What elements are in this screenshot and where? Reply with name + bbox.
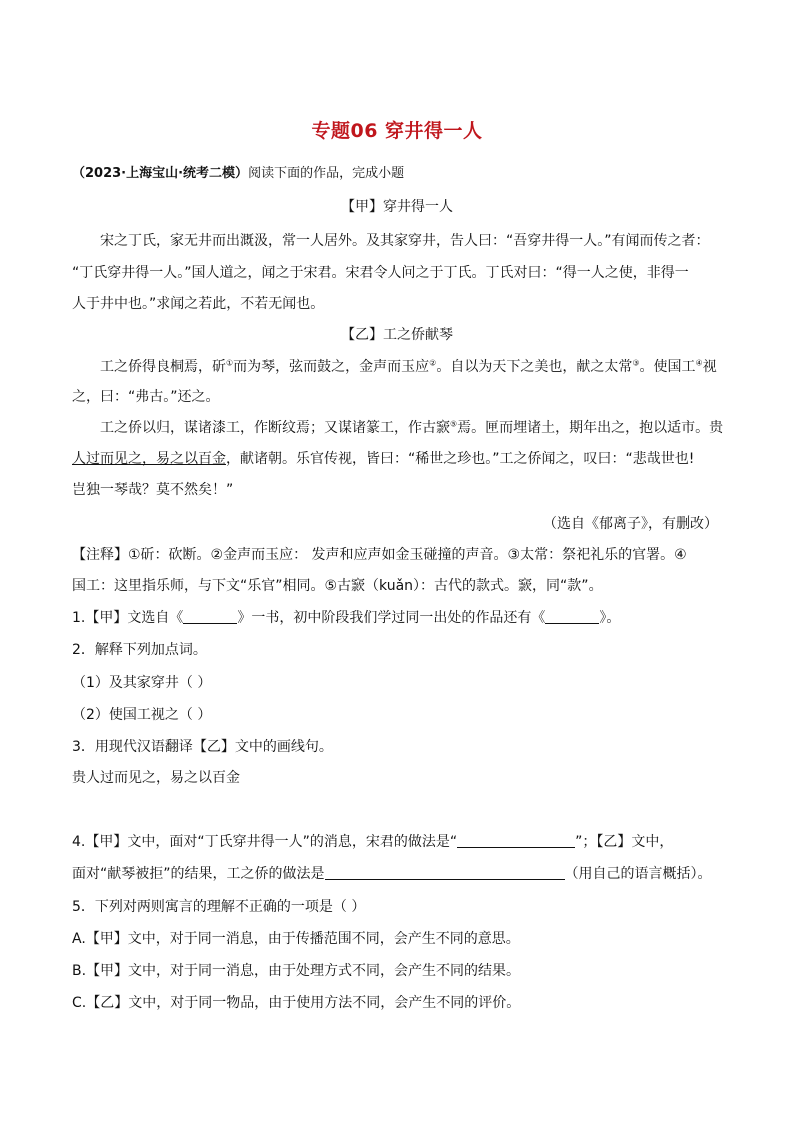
passage-b-source: （选自《郁离子》，有删改） bbox=[543, 516, 718, 532]
note-marker: ③ bbox=[632, 358, 640, 368]
question-2-item: （2）使国工视之（ ） bbox=[72, 707, 212, 723]
passage-b-line bbox=[100, 418, 723, 438]
text-span: 而为琴，弦而鼓之，金声而玉应 bbox=[233, 359, 430, 375]
answer-blank[interactable] bbox=[545, 609, 599, 624]
text-span: 面对“献琴被拒”的结果，工之侨的做法是 bbox=[72, 866, 325, 882]
text-span: ”；【乙】文中， bbox=[575, 834, 674, 850]
intro-instruction: 阅读下面的作品，完成小题 bbox=[248, 166, 405, 181]
answer-blank[interactable] bbox=[457, 833, 575, 848]
intro-source: （2023·上海宝山·统考二模） bbox=[72, 166, 249, 181]
passage-a-line: 人于井中也。”求闻之若此，不若无闻也。 bbox=[72, 296, 325, 312]
passage-b-line: 岂独一琴哉？莫不然矣！” bbox=[72, 482, 234, 498]
passage-a-line: “丁氏穿井得一人。”国人道之，闻之于宋君。宋君令人问之于丁氏。丁氏对曰：“得一人之使，非得一 bbox=[72, 265, 689, 281]
text-span: 视 bbox=[702, 359, 717, 375]
passage-b-line bbox=[100, 357, 717, 377]
underlined-sentence: 人过而见之，易之以百金 bbox=[72, 451, 226, 467]
passage-b-line bbox=[72, 449, 694, 469]
question-5: 5．下列对两则寓言的理解不正确的一项是（ ） bbox=[72, 899, 366, 915]
text-span: 4.【甲】文中，面对“丁氏穿井得一人”的消息，宋君的做法是“ bbox=[72, 834, 458, 850]
note-marker: ⑤ bbox=[450, 419, 458, 429]
question-3-sentence: 贵人过而见之，易之以百金 bbox=[72, 770, 240, 786]
text-span: 》。 bbox=[599, 610, 621, 626]
question-1 bbox=[72, 608, 620, 628]
text-span: ，献诸朝。乐官传视，皆曰：“稀世之珍也。”工之侨闻之，叹曰：“悲哉世也! bbox=[226, 451, 695, 467]
text-span: 1.【甲】文选自《 bbox=[72, 610, 184, 626]
notes-line: 国工：这里指乐师，与下文“乐官”相同。⑤古窾（kuǎn）：古代的款式。窾，同“款”。 bbox=[72, 578, 603, 594]
intro-line bbox=[72, 164, 404, 184]
question-4 bbox=[72, 832, 673, 852]
text-span: 焉。匣而埋诸土，期年出之，抱以适市。贵 bbox=[457, 420, 724, 436]
question-2-item: （1）及其家穿井（ ） bbox=[72, 675, 212, 691]
option-a[interactable]: A.【甲】文中，对于同一消息，由于传播范围不同，会产生不同的意思。 bbox=[72, 931, 520, 947]
text-span: 》一书，初中阶段我们学过同一出处的作品还有《 bbox=[237, 610, 546, 626]
passage-b-line: 之，曰：“弗古。”还之。 bbox=[72, 389, 220, 405]
notes-line: 【注释】①斫：砍断。②金声而玉应： 发声和应声如金玉碰撞的声音。③太常：祭祀礼乐的官署。④ bbox=[72, 547, 687, 563]
question-2: 2．解释下列加点词。 bbox=[72, 642, 207, 658]
question-3: 3．用现代汉语翻译【乙】文中的画线句。 bbox=[72, 739, 333, 755]
answer-blank[interactable] bbox=[325, 865, 565, 880]
question-4-cont bbox=[72, 864, 712, 884]
text-span: 工之侨得良桐焉，斫 bbox=[100, 359, 226, 375]
note-marker: ② bbox=[429, 358, 437, 368]
text-span: 。自以为天下之美也，献之太常 bbox=[436, 359, 633, 375]
option-c[interactable]: C.【乙】文中，对于同一物品，由于使用方法不同，会产生不同的评价。 bbox=[72, 995, 521, 1011]
passage-a-heading: 【甲】穿井得一人 bbox=[341, 199, 453, 215]
note-marker: ④ bbox=[695, 358, 703, 368]
text-span: 。使国工 bbox=[639, 359, 696, 375]
answer-blank[interactable] bbox=[183, 609, 237, 624]
passage-b-heading: 【乙】工之侨献琴 bbox=[341, 327, 453, 343]
text-span: （用自己的语言概括）。 bbox=[564, 866, 712, 882]
note-marker: ① bbox=[226, 358, 234, 368]
page-title: 专题06 穿井得一人 bbox=[311, 120, 483, 142]
text-span: 工之侨以归，谋诸漆工，作断纹焉；又谋诸篆工，作古窾 bbox=[100, 420, 450, 436]
option-b[interactable]: B.【甲】文中，对于同一消息，由于处理方式不同，会产生不同的结果。 bbox=[72, 963, 521, 979]
passage-a-line: 宋之丁氏，家无井而出溉汲，常一人居外。及其家穿井，告人曰：“吾穿井得一人。”有闻而传之者： bbox=[100, 233, 710, 249]
